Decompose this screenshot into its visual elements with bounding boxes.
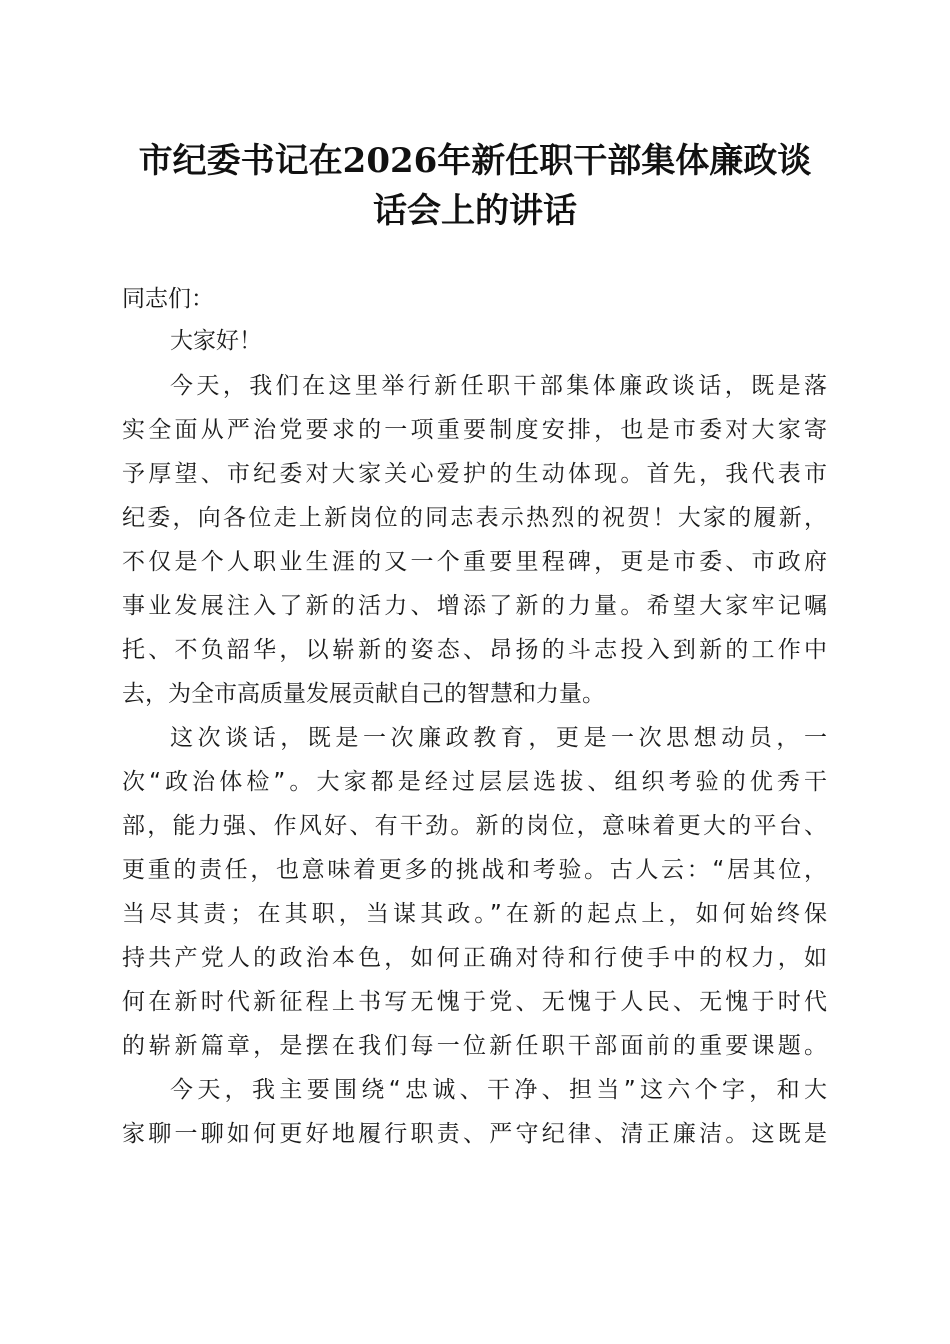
paragraph-3-line: 今天，我主要围绕“忠诚、干净、担当”这六个字，和大 [170,1077,827,1103]
paragraph-1-line: 不仅是个人职业生涯的又一个重要里程碑，更是市委、市政府 [122,549,827,575]
paragraph-2-line: 更重的责任，也意味着更多的挑战和考验。古人云：“居其位， [122,857,827,883]
paragraph-2-line: 当尽其责；在其职，当谋其政。”在新的起点上，如何始终保 [122,901,827,927]
paragraph-1-line: 托、不负韶华，以崭新的姿态、昂扬的斗志投入到新的工作中 [122,637,827,663]
greeting: 大家好！ [170,328,262,354]
paragraph-1-line: 事业发展注入了新的活力、增添了新的力量。希望大家牢记嘱 [122,593,827,619]
paragraph-3-line: 家聊一聊如何更好地履行职责、严守纪律、清正廉洁。这既是 [122,1121,827,1147]
document-title-line-1: 市纪委书记在2026年新任职干部集体廉政谈 [138,141,812,181]
salutation: 同志们： [122,286,214,312]
paragraph-2-line: 持共产党人的政治本色，如何正确对待和行使手中的权力，如 [122,945,827,971]
paragraph-2-line: 次“政治体检”。大家都是经过层层选拔、组织考验的优秀干 [122,769,827,795]
paragraph-2-line: 部，能力强、作风好、有干劲。新的岗位，意味着更大的平台、 [122,813,827,839]
paragraph-1-line: 实全面从严治党要求的一项重要制度安排，也是市委对大家寄 [122,417,827,443]
paragraph-1-line: 纪委，向各位走上新岗位的同志表示热烈的祝贺！大家的履新， [122,505,827,531]
paragraph-1-line: 今天，我们在这里举行新任职干部集体廉政谈话，既是落 [170,373,827,399]
paragraph-1-line: 予厚望、市纪委对大家关心爱护的生动体现。首先，我代表市 [122,461,827,487]
paragraph-1-line: 去，为全市高质量发展贡献自己的智慧和力量。 [122,681,605,707]
paragraph-2-line: 何在新时代新征程上书写无愧于党、无愧于人民、无愧于时代 [122,989,827,1015]
paragraph-2-line: 这次谈话，既是一次廉政教育，更是一次思想动员，一 [170,725,827,751]
paragraph-2-line: 的崭新篇章，是摆在我们每一位新任职干部面前的重要课题。 [122,1033,827,1059]
document-title-line-2: 话会上的讲话 [373,191,577,231]
